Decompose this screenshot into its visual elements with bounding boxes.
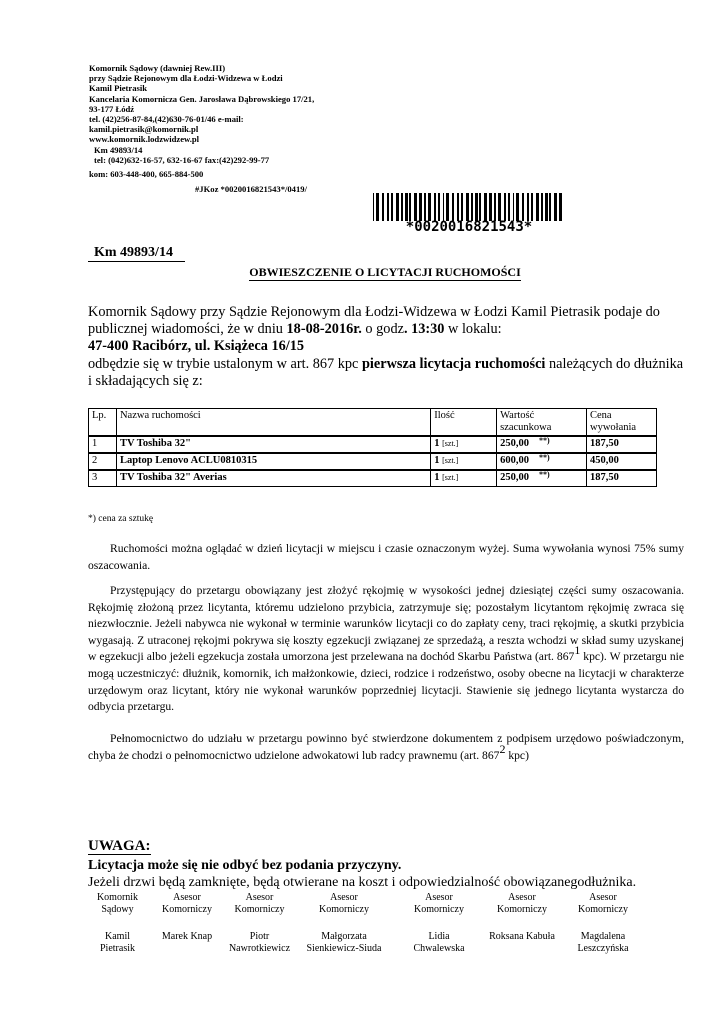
- header-line: www.komornik.lodzwidzew.pl: [89, 134, 200, 145]
- barcode-bar: [527, 193, 529, 221]
- barcode-bar: [401, 193, 403, 221]
- signature-title: Asesor Komorniczy: [414, 892, 464, 916]
- viewing-paragraph: Ruchomości można oglądać w dzień licytacji w miejscu i czasie oznaczonym wyżej. Suma wywołania wynosi 75% sumy oszacowania.: [88, 542, 684, 572]
- header-qty: Ilość: [431, 409, 497, 437]
- signature-title: Asesor Komorniczy: [234, 892, 285, 916]
- barcode-bar: [466, 193, 469, 221]
- signature-titles: [88, 892, 658, 917]
- barcode-bar: [419, 193, 422, 221]
- barcode-bar: [498, 193, 501, 221]
- signature-name: Małgorzata Sienkiewicz-Siuda: [306, 930, 382, 955]
- warning-line-2: Jeżeli drzwi będą zamknięte, będą otwierane na koszt i odpowiedzialność obowiązanegodłużnika.: [88, 875, 637, 890]
- barcode-bar: [438, 193, 440, 221]
- barcode-bar: [545, 193, 548, 221]
- signatures: [88, 892, 658, 956]
- barcode-bar: [516, 193, 519, 221]
- header-line: kamil.pietrasik@komornik.pl: [89, 124, 199, 135]
- signature-title: Asesor Komorniczy: [497, 892, 547, 916]
- barcode-bar: [382, 193, 384, 221]
- warning-line-1: Licytacja może się nie odbyć bez podania przyczyny.: [88, 858, 402, 873]
- header-lp: Lp.: [89, 409, 117, 437]
- barcode-bar: [475, 193, 478, 221]
- barcode-bar: [376, 193, 379, 221]
- barcode-bar: [494, 193, 496, 221]
- barcode-bar: [522, 193, 524, 221]
- header-line: 93-177 Łódź: [89, 103, 135, 114]
- header-km: Km 49893/14: [94, 144, 143, 155]
- barcode: [373, 193, 565, 234]
- bailiff-header: [89, 63, 389, 194]
- intro-paragraph: Komornik Sądowy przy Sądzie Rejonowym dla Łodzi-Widzewa w Łodzi Kamil Pietrasik podaje do publicznej wiadomości, że w dniu 18-08-2016r. o godz. 13:30 w lokalu: 47-400 Racibórz, ul. Książeca 16/15 odbędzie się w trybie ustalonym w art. 867 kpc pierwsza licytacja ruchomości należących do dłużnika i składających się z:: [88, 304, 684, 389]
- barcode-bar: [396, 193, 399, 221]
- barcode-text: *0020016821543*: [405, 219, 533, 235]
- barcode-bar: [414, 193, 417, 221]
- signature-name: Piotr Nawrotkiewicz: [228, 930, 291, 955]
- signature-title: Asesor Komorniczy: [162, 892, 212, 916]
- proxy-paragraph: Pełnomocnictwo do udziału w przetargu powinno być stwierdzone dokumentem z podpisem urzędowo poświadczonym, chyba że chodzi o pełnomocnictwo udzielone adwokatowi lub radcy prawnemu (art. $867^2$ kpc): [88, 732, 684, 762]
- signature-name: Kamil Pietrasik: [100, 930, 135, 955]
- table-row: 2 Laptop Lenovo ACLU0810315 1 [szt.] 600,00 **) 450,00: [89, 453, 657, 470]
- barcode-bar: [531, 193, 533, 221]
- auction-address: 47-400 Racibórz, ul. Książeca 16/15: [88, 338, 305, 355]
- auction-time: . 13:30: [403, 321, 445, 338]
- barcode-bar: [504, 193, 506, 221]
- signature-title: Komornik Sądowy: [96, 892, 139, 916]
- header-tel: tel: (042)632-16-57, 632-16-67 fax:(42)292-99-77: [94, 154, 270, 165]
- table-row: 3 TV Toshiba 32" Averias 1 [szt.] 250,00 **) 187,50: [89, 470, 657, 487]
- barcode-bar: [428, 193, 431, 221]
- barcode-bar: [424, 193, 426, 221]
- header-value: Wartość szacunkowa: [497, 409, 587, 437]
- barcode-bar: [479, 193, 481, 221]
- signature-title: Asesor Komorniczy: [578, 892, 628, 916]
- table-row: 1 TV Toshiba 32" 1 [szt.] 250,00 **) 187,50: [89, 436, 657, 453]
- signature-name: Roksana Kabuła: [489, 930, 555, 942]
- auction-date: 18-08-2016r.: [286, 321, 362, 338]
- deposit-paragraph: Przystępujący do przetargu obowiązany jest złożyć rękojmię w wysokości jednej dziesiątej części sumy oszacowania. Rękojmię złożoną przez licytanta, któremu udzielono przybicia, zatrzymuje się; pozostałym licytantom rękojmię zwraca się niezwłocznie. Jeżeli nabywca nie wykonał w terminie warunków licytacji co do zapłaty ceny, traci rękojmię, a skutki przybicia wygasają. Z utraconej rękojmi pokrywa się koszty egzekucji związanej ze sprzedażą, a reszta wchodzi w skład sumy uzyskanej w egzekucji albo jeżeli egzekucja została umorzona jest przelewana na dochód Skarbu Państwa (art. $867^1$ kpc). W przetargu nie mogą uczestniczyć: dłużnik, komornik, ich małżonkowie, dzieci, rodzice i rodzeństwo, osoby obecne na licytacji w charakterze urzędowym oraz licytant, który nie wykonał warunków poprzedniej licytacji. Stawienie się jednego licytanta wystarcza do odbycia przetargu.: [88, 584, 684, 714]
- barcode-bar: [554, 193, 557, 221]
- signature-title: Asesor Komorniczy: [319, 892, 369, 916]
- header-price: Cena wywołania: [587, 409, 657, 437]
- signature-name: Marek Knap: [161, 930, 213, 942]
- barcode-bar: [434, 193, 436, 221]
- barcode-bar: [452, 193, 454, 221]
- warning-heading: UWAGA:: [88, 838, 151, 854]
- barcode-bar: [446, 193, 449, 221]
- header-jkoz: #JKoz *0020016821543*/0419/: [195, 184, 307, 195]
- barcode-bar: [391, 193, 393, 221]
- barcode-bar: [559, 193, 562, 221]
- barcode-bar: [471, 193, 473, 221]
- table-header-row: [89, 409, 657, 437]
- barcode-bar: [536, 193, 539, 221]
- header-line: Kancelaria Komornicza Gen. Jarosława Dąbrowskiego 17/21,: [89, 93, 315, 104]
- barcode-bars: [373, 193, 565, 221]
- signature-name: Magdalena Leszczyńska: [577, 930, 629, 955]
- barcode-bar: [409, 193, 411, 221]
- items-table: [88, 408, 657, 487]
- barcode-bar: [387, 193, 389, 221]
- barcode-bar: [508, 193, 510, 221]
- signature-names: [88, 931, 658, 956]
- header-kom: kom: 603-448-400, 665-884-500: [89, 169, 204, 180]
- price-note: *) cena za sztukę: [88, 514, 154, 524]
- barcode-bar: [405, 193, 408, 221]
- barcode-bar: [489, 193, 492, 221]
- barcode-bar: [549, 193, 551, 221]
- header-name: Nazwa ruchomości: [116, 409, 430, 437]
- barcode-bar: [541, 193, 543, 221]
- document-title: OBWIESZCZENIE O LICYTACJI RUCHOMOŚCI: [249, 265, 521, 279]
- header-line: Kamil Pietrasik: [89, 83, 147, 94]
- case-number: Km 49893/14: [88, 245, 185, 262]
- header-line: tel. (42)256-87-84,(42)630-76-01/46 e-mail:: [89, 114, 244, 125]
- signature-name: Lidia Chwalewska: [413, 930, 465, 955]
- barcode-bar: [373, 193, 374, 221]
- barcode-bar: [457, 193, 459, 221]
- barcode-bar: [484, 193, 487, 221]
- barcode-bar: [461, 193, 463, 221]
- barcode-bar: [443, 193, 444, 221]
- header-line: przy Sądzie Rejonowym dla Łodzi-Widzewa w Łodzi: [89, 73, 283, 84]
- barcode-bar: [513, 193, 514, 221]
- header-line: Komornik Sądowy (dawniej Rew.III): [89, 63, 226, 73]
